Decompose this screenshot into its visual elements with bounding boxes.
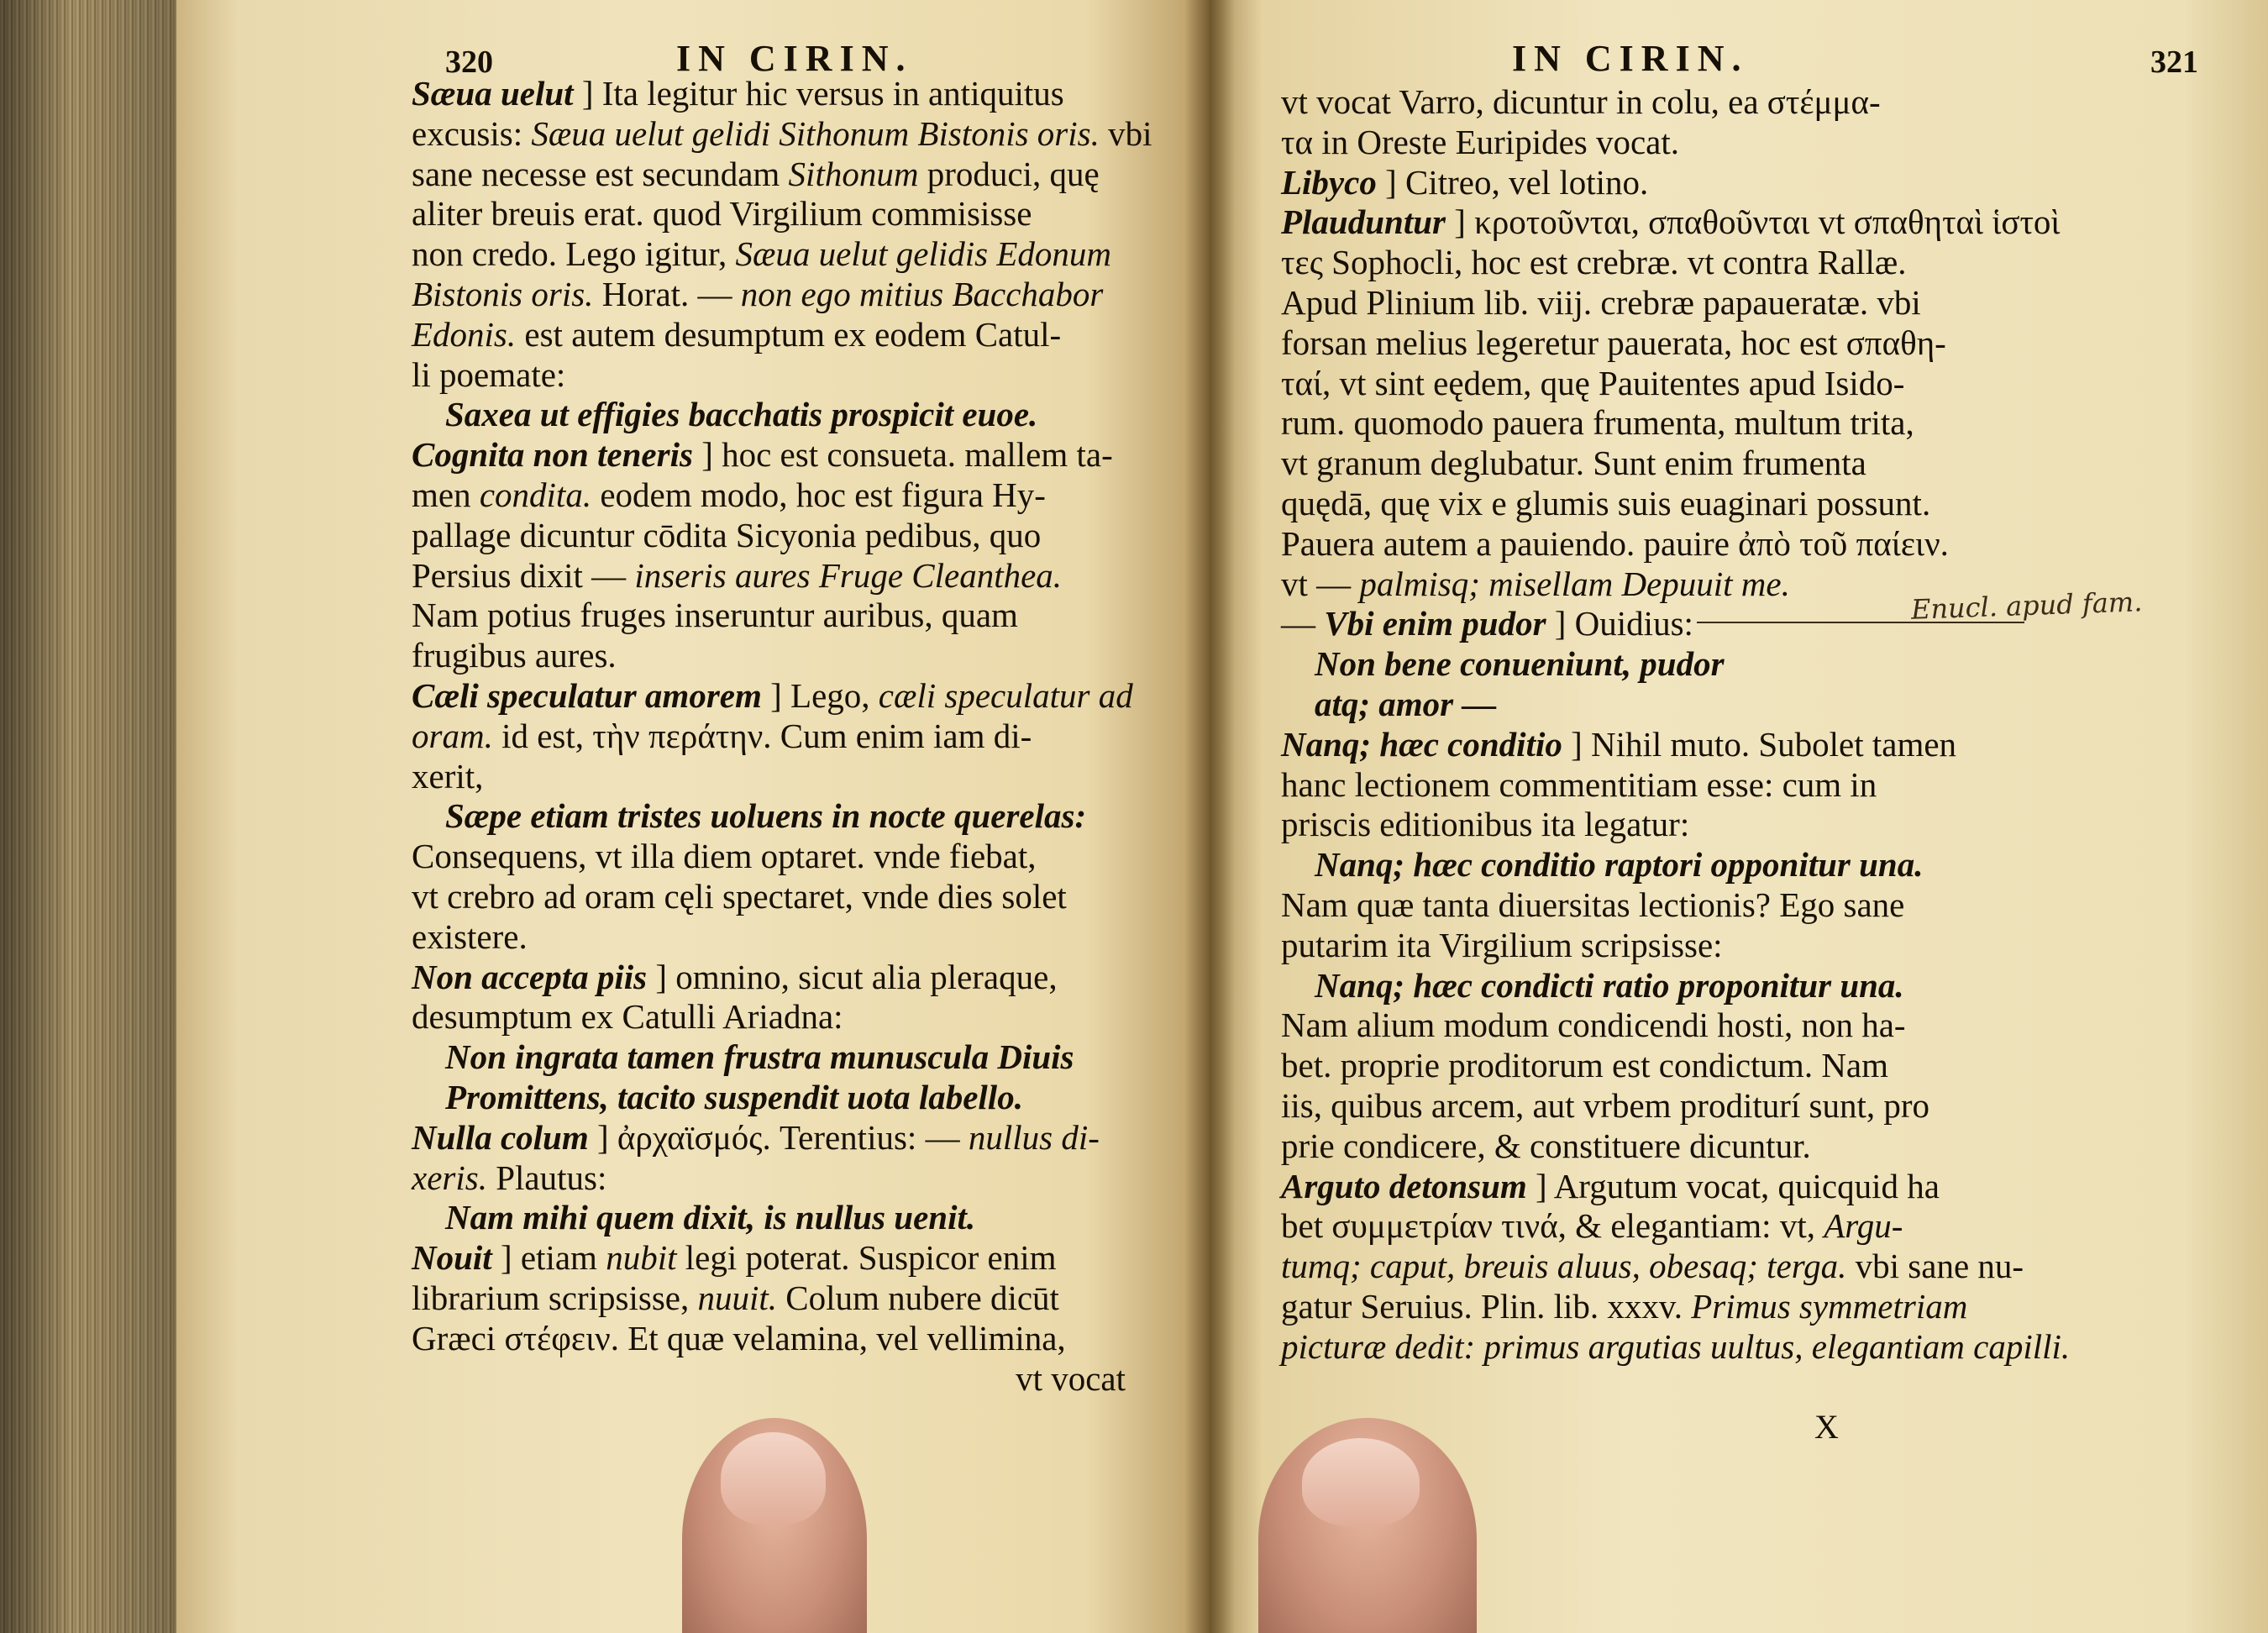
italic-text: Argu- xyxy=(1824,1206,1903,1246)
roman-text: priscis editionibus ita legatur: xyxy=(1281,805,1690,844)
text-line xyxy=(412,676,1151,717)
roman-text: hanc lectionem commentitiam esse: cum in xyxy=(1281,764,1877,804)
roman-text: men xyxy=(412,475,480,514)
italic-text: Depuuit me. xyxy=(1621,564,1790,603)
verse-quotation: Nanq; hæc conditio raptori opponitur una. xyxy=(1315,845,1924,885)
text-line xyxy=(412,315,1151,355)
text-line xyxy=(1281,1247,2213,1287)
text-line xyxy=(1281,243,2213,283)
verse-quotation: atq; amor — xyxy=(1315,684,1497,723)
lemma: Sæua uelut xyxy=(412,74,574,113)
roman-text: aliter breuis erat. quod Virgilium commisisse xyxy=(412,194,1032,234)
text-line xyxy=(1281,283,2213,323)
roman-text: li poemate: xyxy=(412,354,566,394)
text-line xyxy=(1281,1327,2213,1368)
roman-text: prie condicere, & constituere dicuntur. xyxy=(1281,1126,1811,1165)
roman-text: putarim ita Virgilium scripsisse: xyxy=(1281,925,1723,964)
catchword: vt vocat xyxy=(1016,1358,1126,1398)
text-line xyxy=(1281,444,2213,484)
right-page xyxy=(1210,0,2268,1633)
verse-quotation: Nam mihi quem dixit, is nullus uenit. xyxy=(445,1198,976,1237)
text-line xyxy=(412,837,1151,877)
roman-text: ] Citreo, vel lotino. xyxy=(1376,162,1649,202)
text-line xyxy=(1281,1167,2213,1207)
text-line xyxy=(1281,123,2213,163)
roman-text: eodem modo, hoc est figura Hy- xyxy=(591,475,1046,514)
italic-text: condita. xyxy=(479,475,592,514)
lemma: Nulla colum xyxy=(412,1117,589,1157)
italic-text: oram. xyxy=(412,716,493,755)
text-line xyxy=(412,475,1151,516)
lemma: Cognita non teneris xyxy=(412,435,693,475)
text-line xyxy=(1281,323,2213,364)
book-gutter xyxy=(1184,0,1235,1633)
roman-text: vt vocat Varro, dicuntur in colu, ea στέμμα- xyxy=(1281,82,1881,121)
roman-text: non credo. Lego igitur, xyxy=(412,234,736,274)
text-line xyxy=(1281,1086,2213,1126)
text-line xyxy=(412,1319,1151,1359)
italic-text: nuuit. xyxy=(697,1278,778,1317)
text-line xyxy=(412,1238,1151,1279)
roman-text: Consequens, vt illa diem optaret. vnde fiebat, xyxy=(412,837,1037,876)
roman-text: ] Lego, xyxy=(761,675,879,715)
roman-text: ] etiam xyxy=(491,1238,606,1278)
lemma: Libyco xyxy=(1281,162,1377,202)
roman-text: legi poterat. Suspicor enim xyxy=(676,1238,1057,1278)
roman-text: Colum nubere dicūt xyxy=(777,1278,1059,1317)
left-thumbnail xyxy=(721,1432,826,1525)
page-edges-shadow xyxy=(0,0,181,1633)
roman-text: τες Sophocli, hoc est crebræ. vt contra Rallæ. xyxy=(1281,243,1907,282)
lemma: Vbi enim pudor xyxy=(1324,604,1546,643)
roman-text: Nam alium modum condicendi hosti, non ha- xyxy=(1281,1006,1906,1045)
text-line xyxy=(1281,765,2213,806)
roman-text: desumptum ex Catulli Ariadna: xyxy=(412,997,843,1037)
roman-text: ] omnino, sicut alia pleraque, xyxy=(647,957,1058,996)
text-line xyxy=(412,636,1151,676)
verse-quotation: Saxea ut effigies bacchatis prospicit euoe. xyxy=(445,395,1038,434)
roman-text: sane necesse est secundam xyxy=(412,154,789,193)
italic-text: xeris. xyxy=(412,1158,487,1197)
roman-text: pallage dicuntur cōdita Sicyonia pedibus, quo xyxy=(412,515,1042,554)
right-body-text xyxy=(1281,82,2213,1368)
lemma: Non accepta piis xyxy=(412,957,648,996)
handwritten-marginal-note: Enucl. apud fam. xyxy=(1910,585,2143,626)
text-line xyxy=(412,556,1151,596)
left-body-text xyxy=(412,74,1151,1399)
roman-text: Horat. — xyxy=(593,274,741,313)
italic-text: Bistonis oris. xyxy=(412,274,594,313)
roman-text: quędā, quę vix e glumis suis euaginari possunt. xyxy=(1281,483,1931,522)
text-line xyxy=(1281,1006,2213,1046)
text-line xyxy=(412,194,1151,234)
text-line xyxy=(1281,1287,2213,1327)
text-line xyxy=(1281,885,2213,926)
italic-text: nubit xyxy=(606,1238,677,1278)
signature-mark: X xyxy=(1814,1408,1839,1446)
text-line xyxy=(412,435,1151,475)
italic-text: Sæua uelut gelidi Sithonum Bistonis oris. xyxy=(531,113,1100,153)
roman-text: rum. quomodo pauera frumenta, multum trita, xyxy=(1281,403,1914,443)
text-line xyxy=(412,114,1151,155)
roman-text: est autem desumptum ex eodem Catul- xyxy=(516,314,1062,354)
roman-text: forsan melius legeretur pauerata, hoc est σπαθη- xyxy=(1281,323,1946,362)
roman-text: vbi xyxy=(1099,113,1152,153)
text-line xyxy=(412,355,1151,396)
lemma: Arguto detonsum xyxy=(1281,1166,1527,1205)
text-line xyxy=(1281,725,2213,765)
text-line xyxy=(412,958,1151,998)
text-line xyxy=(1281,484,2213,524)
lemma: Nouit xyxy=(412,1238,492,1278)
roman-text: vt — xyxy=(1281,564,1360,603)
text-line xyxy=(412,596,1151,636)
roman-text: vt granum deglubatur. Sunt enim frumenta xyxy=(1281,444,1866,483)
text-line xyxy=(1281,202,2213,243)
italic-text: Sæua uelut gelidis Edonum xyxy=(735,234,1112,274)
roman-text: Apud Plinium lib. viij. crebræ papaueratæ. vbi xyxy=(1281,282,1921,322)
roman-text: ] Nihil muto. Subolet tamen xyxy=(1562,724,1957,764)
text-line xyxy=(1281,82,2213,123)
roman-text: ] κροτοῦνται, σπαθοῦνται vt σπαθηταὶ ἱστοὶ xyxy=(1446,202,2061,242)
text-line xyxy=(1281,1046,2213,1086)
roman-text: vt crebro ad oram cęli spectaret, vnde dies solet xyxy=(412,876,1067,916)
roman-text: ταί, vt sint eędem, quę Pauitentes apud Isido- xyxy=(1281,363,1905,402)
roman-text: Nam potius fruges inseruntur auribus, quam xyxy=(412,596,1018,635)
text-line xyxy=(412,1118,1151,1158)
left-page xyxy=(176,0,1210,1633)
roman-text xyxy=(1613,564,1621,603)
roman-text: — xyxy=(1281,604,1325,643)
verse-quotation: Nanq; hæc condicti ratio proponitur una. xyxy=(1315,965,1904,1005)
roman-text: id est, τὴν περάτην. Cum enim iam di- xyxy=(492,716,1032,755)
text-line xyxy=(1281,1126,2213,1167)
roman-text: xerit, xyxy=(412,756,484,795)
text-line xyxy=(412,275,1151,315)
text-line xyxy=(1281,364,2213,404)
verse-quotation: Non bene conueniunt, pudor xyxy=(1315,644,1725,684)
italic-text: Primus symmetriam xyxy=(1691,1286,1968,1326)
text-line xyxy=(1281,163,2213,203)
roman-text: librarium scripsisse, xyxy=(412,1278,698,1317)
right-thumbnail xyxy=(1302,1438,1420,1526)
text-line xyxy=(412,757,1151,797)
text-line xyxy=(412,877,1151,917)
left-page-number: 320 xyxy=(445,45,493,80)
italic-text: cæli speculatur ad xyxy=(878,675,1133,715)
text-line xyxy=(412,717,1151,757)
italic-text: tumq; caput, breuis aluus, obesaq; terga. xyxy=(1281,1247,1847,1286)
lemma: Plauduntur xyxy=(1281,202,1446,242)
roman-text: Persius dixit — xyxy=(412,555,635,595)
italic-text: palmisq; misellam xyxy=(1359,564,1614,603)
roman-text: vbi sane nu- xyxy=(1846,1247,2024,1286)
text-line xyxy=(1281,1206,2213,1247)
roman-text: bet. proprie proditorum est condictum. Nam xyxy=(1281,1046,1889,1085)
text-line xyxy=(412,1158,1151,1199)
italic-text: non ego mitius Bacchabor xyxy=(740,274,1104,313)
roman-text: produci, quę xyxy=(918,154,1100,193)
roman-text: ] Ita legitur hic versus in antiquitus xyxy=(573,74,1064,113)
lemma: Nanq; hæc conditio xyxy=(1281,724,1562,764)
text-line xyxy=(412,1279,1151,1319)
text-line xyxy=(1281,403,2213,444)
lemma: Cæli speculatur amorem xyxy=(412,675,762,715)
text-line xyxy=(412,997,1151,1037)
roman-text: iis, quibus arcem, aut vrbem proditurí sunt, pro xyxy=(1281,1085,1930,1125)
italic-text: picturæ dedit: primus argutias uultus, elegantiam capilli. xyxy=(1281,1326,2071,1366)
italic-text: Edonis. xyxy=(412,314,517,354)
italic-text: Sithonum xyxy=(788,154,919,193)
left-running-head: IN CIRIN. xyxy=(676,38,913,79)
right-page-number: 321 xyxy=(2150,45,2198,80)
verse-quotation: Non ingrata tamen frustra munuscula Diuis xyxy=(445,1037,1074,1077)
italic-text: nullus di- xyxy=(968,1117,1100,1157)
roman-text: gatur Seruius. Plin. lib. xxxv. xyxy=(1281,1286,1692,1326)
roman-text: ] ἀρχαϊσμός. Terentius: — xyxy=(588,1117,969,1157)
text-line xyxy=(412,917,1151,958)
right-running-head: IN CIRIN. xyxy=(1512,38,1749,79)
roman-text: Græci στέφειν. Et quæ velamina, vel vellimina, xyxy=(412,1318,1066,1357)
roman-text: ] Argutum vocat, quicquid ha xyxy=(1526,1166,1940,1205)
roman-text: frugibus aures. xyxy=(412,636,617,675)
roman-text: bet συμμετρίαν τινά, & elegantiam: vt, xyxy=(1281,1206,1824,1246)
text-line xyxy=(412,516,1151,556)
verse-quotation: Promittens, tacito suspendit uota labello. xyxy=(445,1077,1023,1116)
roman-text: Pauera autem a pauiendo. pauire ἀπὸ τοῦ παίειν. xyxy=(1281,523,1949,563)
text-line xyxy=(412,234,1151,275)
text-line xyxy=(1281,926,2213,966)
text-line xyxy=(412,155,1151,195)
roman-text: ] hoc est consueta. mallem ta- xyxy=(692,435,1113,475)
roman-text: excusis: xyxy=(412,113,532,153)
roman-text: τα in Oreste Euripides vocat. xyxy=(1281,122,1680,161)
roman-text: Nam quæ tanta diuersitas lectionis? Ego sane xyxy=(1281,885,1905,924)
verse-quotation: Sæpe etiam tristes uoluens in nocte querelas: xyxy=(445,796,1087,836)
italic-text: inseris aures Fruge Cleanthea. xyxy=(634,555,1063,595)
roman-text: Plautus: xyxy=(486,1158,607,1197)
text-line xyxy=(1281,805,2213,845)
text-line xyxy=(412,74,1151,114)
roman-text: existere. xyxy=(412,916,528,956)
roman-text: ] Ouidius: xyxy=(1546,604,1693,643)
text-line xyxy=(1281,524,2213,564)
